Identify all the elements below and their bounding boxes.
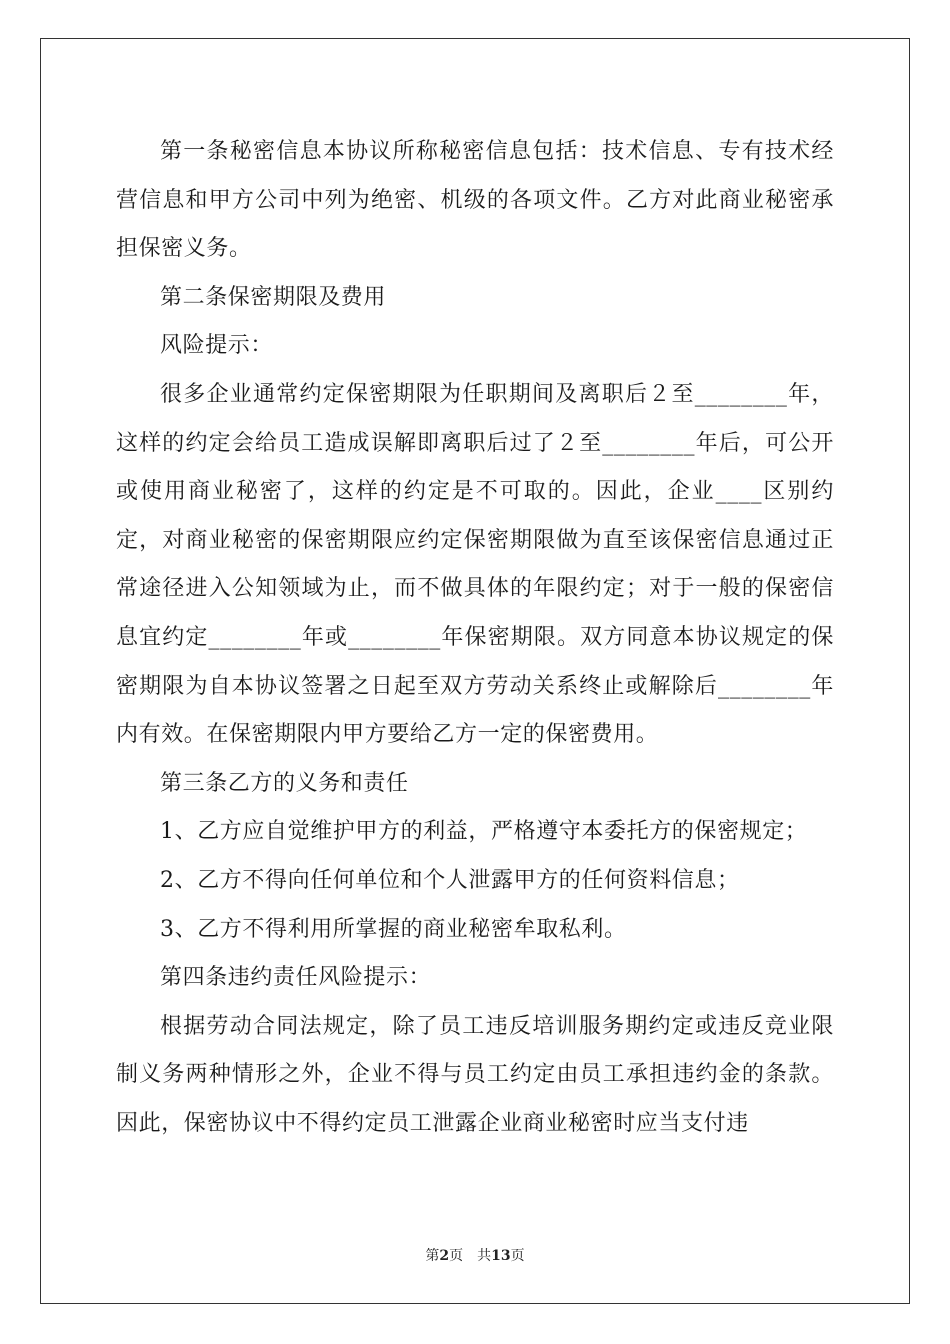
total-pages: 13 <box>491 1248 511 1264</box>
risk-notice-label: 风险提示： <box>160 333 274 359</box>
page-prefix: 第 <box>425 1248 440 1264</box>
paragraph-article-1: 第一条秘密信息本协议所称秘密信息包括：技术信息、专有技术经营信息和甲方公司中列为绝密、机级的各项文件。乙方对此商业秘密承担保密义务。 <box>116 139 834 262</box>
total-prefix: 共 <box>477 1248 492 1264</box>
document-body <box>116 128 834 1148</box>
list-item-duty-2: 2、乙方不得向任何单位和个人泄露甲方的任何资料信息； <box>160 867 740 893</box>
paragraph-confidentiality-period: 很多企业通常约定保密期限为任职期间及离职后２至________年，这样的约定会给员工造成误解即离职后过了２至________年后，可公开或使用商业秘密了，这样的约定是不可取的。因此，企业____区别约定，对商业秘密的保密期限应约定保密期限做为直至该保密信息通过正常途径进入公知领域为止，而不做具体的年限约定；对于一般的保密信息宜约定________年或________年保密期限。双方同意本协议规定的保密期限为自本协议签署之日起至双方劳动关系终止或解除后________年内有效。在保密期限内甲方要给乙方一定的保密费用。 <box>116 381 834 748</box>
list-item-duty-3: 3、乙方不得利用所掌握的商业秘密牟取私利。 <box>160 916 627 942</box>
total-suffix: 页 <box>510 1248 525 1264</box>
heading-article-2: 第二条保密期限及费用 <box>160 284 387 310</box>
page-suffix: 页 <box>449 1248 464 1264</box>
paragraph-liability: 根据劳动合同法规定，除了员工违反培训服务期约定或违反竞业限制义务两种情形之外，企业不得与员工约定由员工承担违约金的条款。因此，保密协议中不得约定员工泄露企业商业秘密时应当支付违 <box>116 1013 834 1136</box>
heading-article-4: 第四条违约责任风险提示： <box>160 965 432 991</box>
page-footer <box>0 1247 950 1265</box>
heading-article-3: 第三条乙方的义务和责任 <box>160 770 409 796</box>
page-number: 2 <box>439 1248 450 1264</box>
list-item-duty-1: 1、乙方应自觉维护甲方的利益，严格遵守本委托方的保密规定； <box>160 819 808 845</box>
